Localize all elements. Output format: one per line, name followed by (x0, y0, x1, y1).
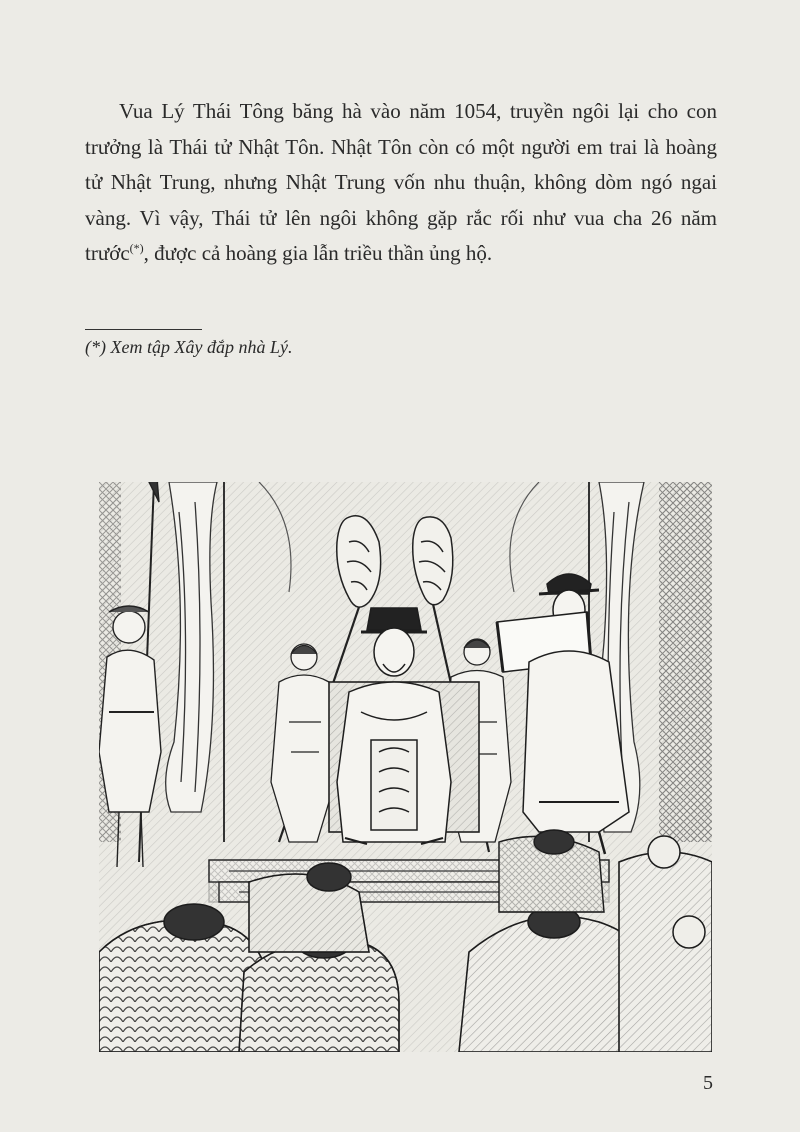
kneeling-official-center (249, 863, 369, 952)
footnote: (*) Xem tập Xây đắp nhà Lý. (85, 337, 293, 357)
footnote-marker[interactable]: (*) (129, 241, 144, 255)
court-illustration (99, 482, 712, 1052)
footnote-divider (85, 329, 202, 330)
kneeling-official-far-right (619, 836, 712, 1052)
paragraph-text-end: , được cả hoàng gia lẫn triều thần ủng hộ. (143, 241, 493, 265)
page-number: 5 (703, 1072, 713, 1094)
body-paragraph (85, 94, 717, 272)
court-scene-drawing (99, 482, 712, 1052)
paragraph-text: Vua Lý Thái Tông băng hà vào năm 1054, truyền ngôi lại cho con trưởng là Thái tử Nhật Tôn. Nhật Tôn còn có một người em trai là hoàng tử Nhật Trung, nhưng Nhật Trung vốn nhu thuận, không dòm ngó ngai vàng. Vì vậy, Thái tử lên ngôi không gặp rắc rối như vua cha 26 năm trước (85, 99, 717, 265)
